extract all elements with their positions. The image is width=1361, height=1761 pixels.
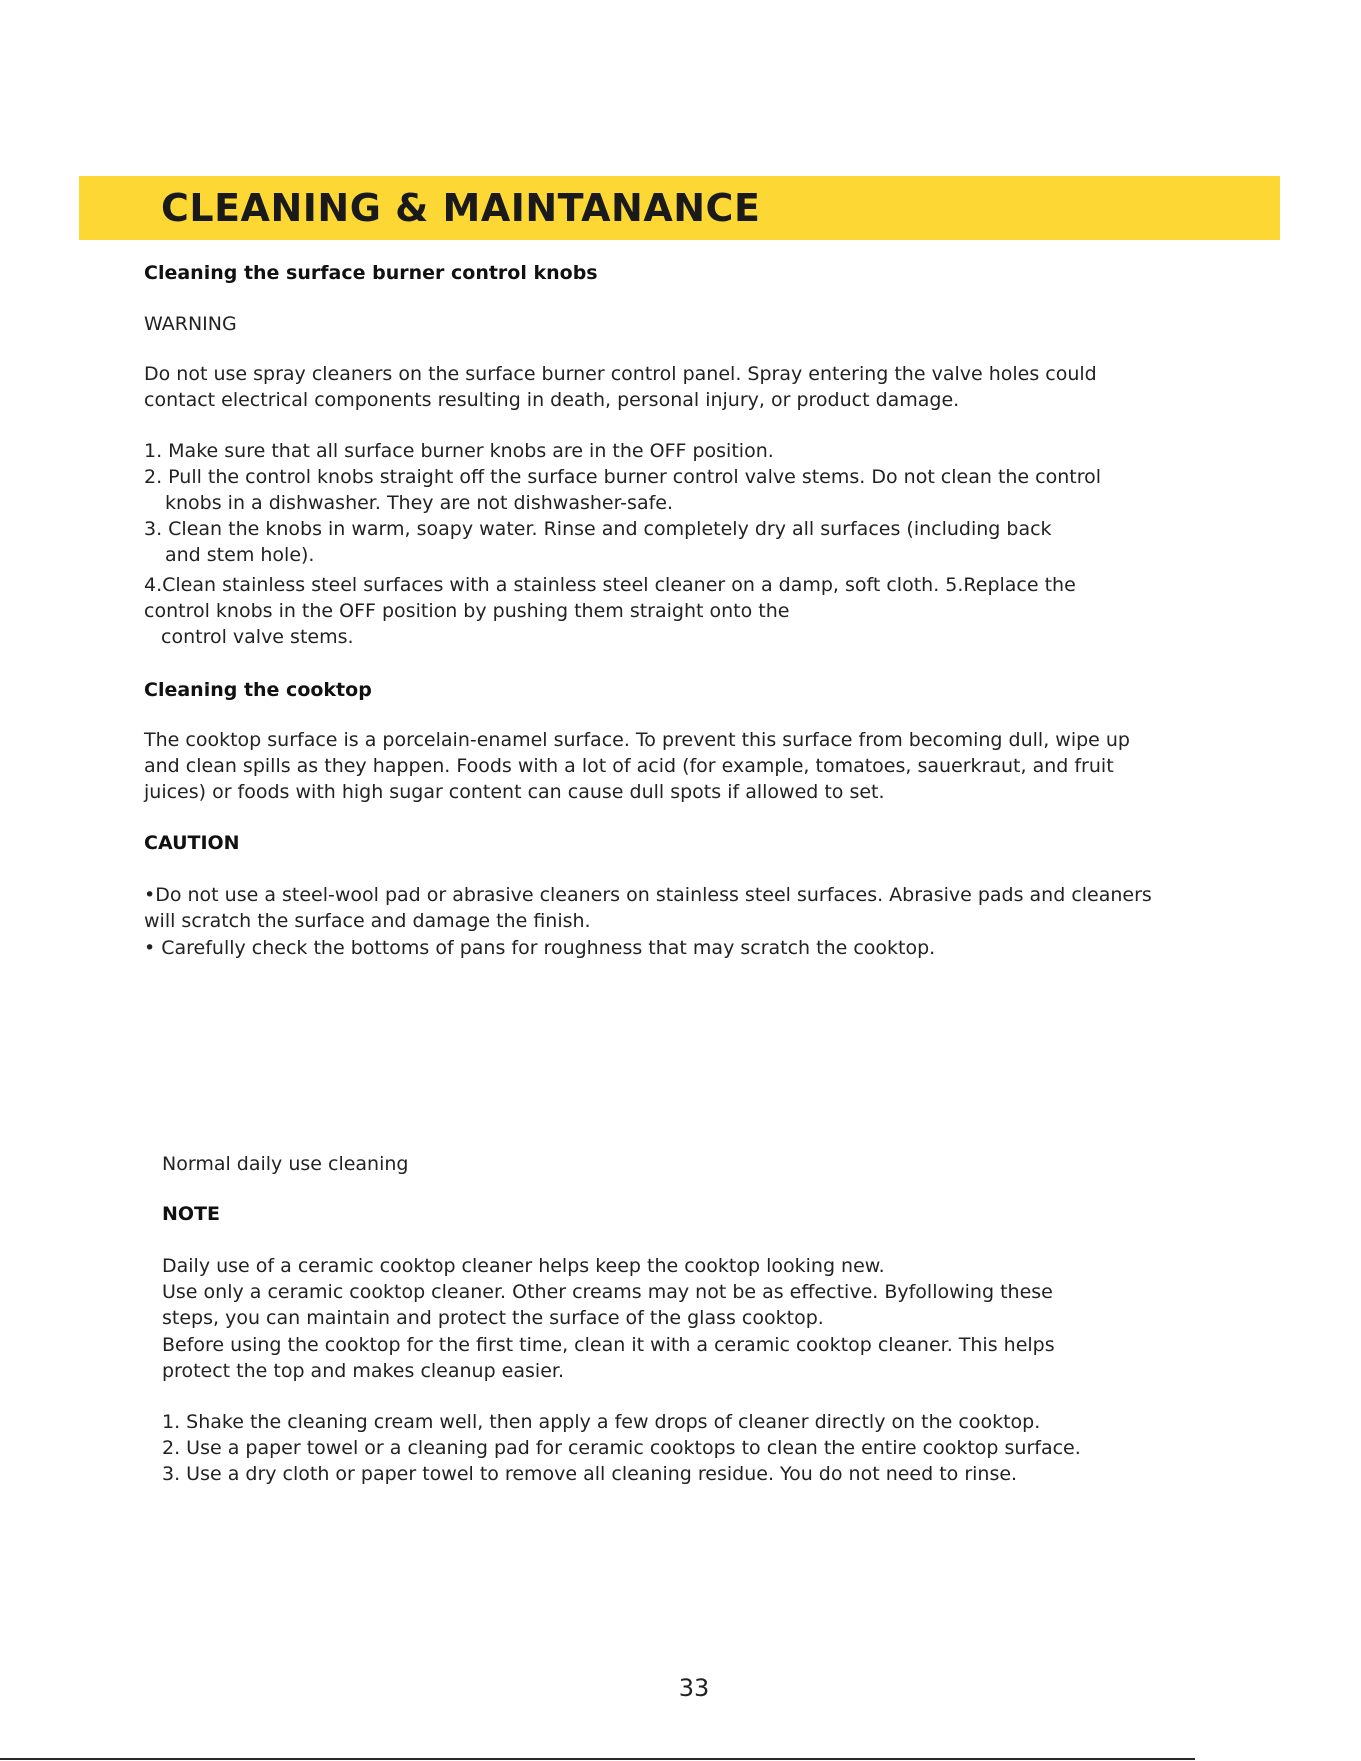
caution-text-line: will scratch the surface and damage the finish.: [144, 910, 591, 932]
note-label: NOTE: [162, 1203, 220, 1225]
knobs-step-line: knobs in a dishwasher. They are not dishwasher-safe.: [165, 492, 673, 514]
knobs-step-line: and stem hole).: [165, 544, 315, 566]
warning-text-line: Do not use spray cleaners on the surface burner control panel. Spray entering the valve holes could: [144, 363, 1097, 385]
knobs-step-line: 3. Clean the knobs in warm, soapy water. Rinse and completely dry all surfaces (including back: [144, 518, 1052, 540]
caution-text-line: •Do not use a steel-wool pad or abrasive cleaners on stainless steel surfaces. Abrasive pads and cleaners: [144, 884, 1152, 906]
daily-step-line: 1. Shake the cleaning cream well, then apply a few drops of cleaner directly on the cooktop.: [162, 1411, 1041, 1433]
knobs-step-line: control valve stems.: [161, 626, 354, 648]
cooktop-text-line: juices) or foods with high sugar content can cause dull spots if allowed to set.: [144, 781, 885, 803]
knobs-step-line: 1. Make sure that all surface burner knobs are in the OFF position.: [144, 440, 774, 462]
daily-cleaning-title: Normal daily use cleaning: [162, 1153, 409, 1175]
knobs-step-line: control knobs in the OFF position by pushing them straight onto the: [144, 600, 790, 622]
warning-label: WARNING: [144, 313, 237, 335]
note-text-line: Before using the cooktop for the first time, clean it with a ceramic cooktop cleaner. This helps: [162, 1334, 1055, 1356]
daily-step-line: 2. Use a paper towel or a cleaning pad for ceramic cooktops to clean the entire cooktop surface.: [162, 1437, 1081, 1459]
note-text-line: Use only a ceramic cooktop cleaner. Other creams may not be as effective. Byfollowing these: [162, 1281, 1053, 1303]
note-text-line: steps, you can maintain and protect the surface of the glass cooktop.: [162, 1307, 824, 1329]
knobs-step-line: 4.Clean stainless steel surfaces with a stainless steel cleaner on a damp, soft cloth. 5.Replace the: [144, 574, 1076, 596]
section-header-band: [79, 176, 1280, 240]
note-text-line: Daily use of a ceramic cooktop cleaner helps keep the cooktop looking new.: [162, 1255, 885, 1277]
page-title: CLEANING & MAINTANANCE: [161, 186, 761, 230]
knobs-step-line: 2. Pull the control knobs straight off the surface burner control valve stems. Do not clean the control: [144, 466, 1102, 488]
note-text-line: protect the top and makes cleanup easier.: [162, 1360, 564, 1382]
cooktop-text-line: The cooktop surface is a porcelain-enamel surface. To prevent this surface from becoming dull, wipe up: [144, 729, 1130, 751]
bottom-divider: [0, 1758, 1195, 1760]
cooktop-text-line: and clean spills as they happen. Foods with a lot of acid (for example, tomatoes, sauerkraut, and fruit: [144, 755, 1114, 777]
page-number: 33: [678, 1674, 710, 1702]
caution-label: CAUTION: [144, 832, 240, 854]
caution-text-line: • Carefully check the bottoms of pans for roughness that may scratch the cooktop.: [144, 937, 936, 959]
knobs-heading: Cleaning the surface burner control knobs: [144, 262, 598, 284]
cooktop-heading: Cleaning the cooktop: [144, 679, 372, 701]
daily-step-line: 3. Use a dry cloth or paper towel to remove all cleaning residue. You do not need to rinse.: [162, 1463, 1018, 1485]
warning-text-line: contact electrical components resulting in death, personal injury, or product damage.: [144, 389, 960, 411]
